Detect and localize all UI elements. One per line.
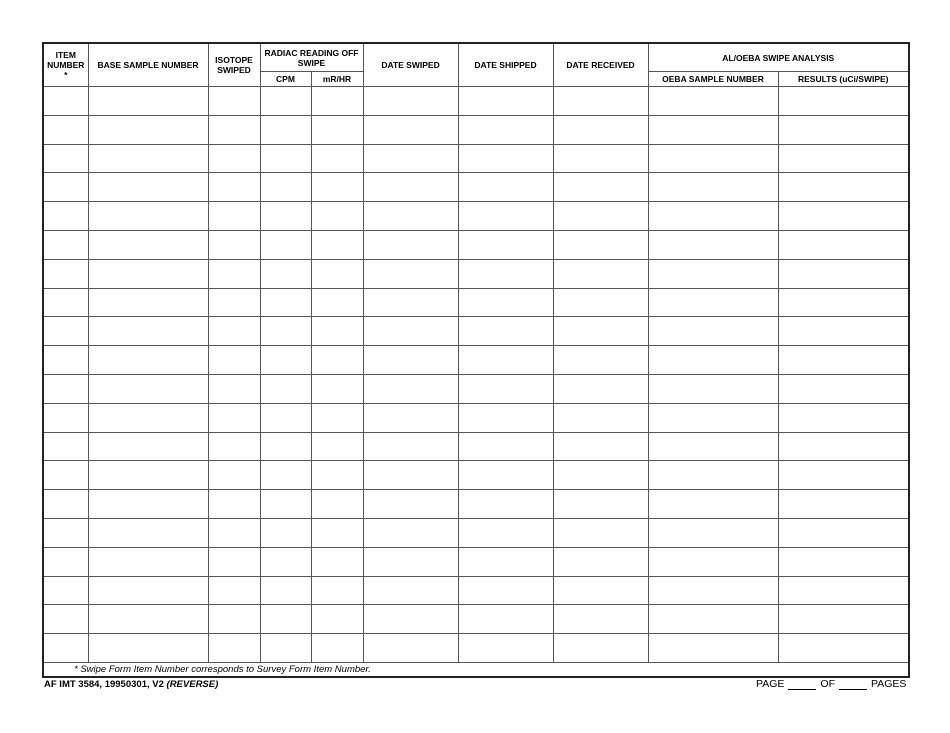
cell-date-swiped[interactable] bbox=[363, 115, 458, 144]
cell-date-swiped[interactable] bbox=[363, 461, 458, 490]
cell-mr-hr[interactable] bbox=[311, 288, 363, 317]
cell-isotope-swiped[interactable] bbox=[208, 346, 260, 375]
cell-date-received[interactable] bbox=[553, 403, 648, 432]
cell-date-received[interactable] bbox=[553, 547, 648, 576]
cell-isotope-swiped[interactable] bbox=[208, 403, 260, 432]
cell-isotope-swiped[interactable] bbox=[208, 461, 260, 490]
cell-cpm[interactable] bbox=[260, 115, 311, 144]
cell-results[interactable] bbox=[778, 432, 909, 461]
cell-oeba-sample-number[interactable] bbox=[648, 461, 778, 490]
cell-mr-hr[interactable] bbox=[311, 432, 363, 461]
cell-oeba-sample-number[interactable] bbox=[648, 518, 778, 547]
cell-date-shipped[interactable] bbox=[458, 461, 553, 490]
cell-isotope-swiped[interactable] bbox=[208, 605, 260, 634]
cell-item-number[interactable] bbox=[43, 634, 88, 663]
cell-oeba-sample-number[interactable] bbox=[648, 432, 778, 461]
table-row bbox=[43, 346, 909, 375]
cell-date-swiped[interactable] bbox=[363, 490, 458, 519]
cell-date-shipped[interactable] bbox=[458, 490, 553, 519]
of-label: OF bbox=[820, 678, 835, 690]
table-row bbox=[43, 576, 909, 605]
table-row bbox=[43, 461, 909, 490]
cell-date-received[interactable] bbox=[553, 634, 648, 663]
cell-date-swiped[interactable] bbox=[363, 346, 458, 375]
cell-date-swiped[interactable] bbox=[363, 403, 458, 432]
cell-cpm[interactable] bbox=[260, 288, 311, 317]
cell-base-sample-number[interactable] bbox=[88, 259, 208, 288]
cell-cpm[interactable] bbox=[260, 432, 311, 461]
cell-item-number[interactable] bbox=[43, 144, 88, 173]
cell-date-received[interactable] bbox=[553, 87, 648, 116]
cell-date-received[interactable] bbox=[553, 230, 648, 259]
cell-results[interactable] bbox=[778, 144, 909, 173]
cell-oeba-sample-number[interactable] bbox=[648, 346, 778, 375]
table-row bbox=[43, 432, 909, 461]
cell-cpm[interactable] bbox=[260, 346, 311, 375]
cell-isotope-swiped[interactable] bbox=[208, 317, 260, 346]
cell-results[interactable] bbox=[778, 576, 909, 605]
cell-date-received[interactable] bbox=[553, 490, 648, 519]
cell-mr-hr[interactable] bbox=[311, 87, 363, 116]
cell-cpm[interactable] bbox=[260, 230, 311, 259]
cell-base-sample-number[interactable] bbox=[88, 144, 208, 173]
cell-isotope-swiped[interactable] bbox=[208, 259, 260, 288]
page-number-field[interactable] bbox=[788, 677, 816, 690]
cell-date-received[interactable] bbox=[553, 461, 648, 490]
cell-date-shipped[interactable] bbox=[458, 403, 553, 432]
cell-cpm[interactable] bbox=[260, 634, 311, 663]
table-row bbox=[43, 490, 909, 519]
table-row bbox=[43, 374, 909, 403]
cell-cpm[interactable] bbox=[260, 173, 311, 202]
cell-cpm[interactable] bbox=[260, 202, 311, 231]
table-row bbox=[43, 202, 909, 231]
header-base-sample-number: BASE SAMPLE NUMBER bbox=[88, 43, 208, 87]
cell-mr-hr[interactable] bbox=[311, 461, 363, 490]
header-item-number: ITEM NUMBER * bbox=[43, 43, 88, 87]
cell-isotope-swiped[interactable] bbox=[208, 518, 260, 547]
cell-mr-hr[interactable] bbox=[311, 173, 363, 202]
cell-date-shipped[interactable] bbox=[458, 202, 553, 231]
table-row bbox=[43, 547, 909, 576]
table-row bbox=[43, 87, 909, 116]
cell-isotope-swiped[interactable] bbox=[208, 374, 260, 403]
cell-oeba-sample-number[interactable] bbox=[648, 547, 778, 576]
cell-mr-hr[interactable] bbox=[311, 634, 363, 663]
cell-cpm[interactable] bbox=[260, 374, 311, 403]
cell-oeba-sample-number[interactable] bbox=[648, 403, 778, 432]
cell-item-number[interactable] bbox=[43, 173, 88, 202]
cell-base-sample-number[interactable] bbox=[88, 202, 208, 231]
cell-oeba-sample-number[interactable] bbox=[648, 374, 778, 403]
cell-date-shipped[interactable] bbox=[458, 317, 553, 346]
cell-results[interactable] bbox=[778, 403, 909, 432]
cell-isotope-swiped[interactable] bbox=[208, 173, 260, 202]
cell-cpm[interactable] bbox=[260, 403, 311, 432]
cell-isotope-swiped[interactable] bbox=[208, 202, 260, 231]
cell-date-swiped[interactable] bbox=[363, 317, 458, 346]
cell-cpm[interactable] bbox=[260, 576, 311, 605]
cell-oeba-sample-number[interactable] bbox=[648, 634, 778, 663]
cell-item-number[interactable] bbox=[43, 259, 88, 288]
cell-results[interactable] bbox=[778, 288, 909, 317]
cell-item-number[interactable] bbox=[43, 403, 88, 432]
cell-item-number[interactable] bbox=[43, 87, 88, 116]
cell-oeba-sample-number[interactable] bbox=[648, 576, 778, 605]
cell-date-swiped[interactable] bbox=[363, 202, 458, 231]
cell-isotope-swiped[interactable] bbox=[208, 115, 260, 144]
cell-date-received[interactable] bbox=[553, 173, 648, 202]
cell-date-swiped[interactable] bbox=[363, 259, 458, 288]
cell-item-number[interactable] bbox=[43, 461, 88, 490]
cell-base-sample-number[interactable] bbox=[88, 461, 208, 490]
cell-date-swiped[interactable] bbox=[363, 432, 458, 461]
cell-mr-hr[interactable] bbox=[311, 490, 363, 519]
cell-oeba-sample-number[interactable] bbox=[648, 87, 778, 116]
cell-item-number[interactable] bbox=[43, 288, 88, 317]
cell-mr-hr[interactable] bbox=[311, 547, 363, 576]
cell-date-shipped[interactable] bbox=[458, 87, 553, 116]
table-row bbox=[43, 230, 909, 259]
cell-isotope-swiped[interactable] bbox=[208, 87, 260, 116]
cell-date-swiped[interactable] bbox=[363, 87, 458, 116]
cell-item-number[interactable] bbox=[43, 115, 88, 144]
cell-base-sample-number[interactable] bbox=[88, 518, 208, 547]
pages-label: PAGES bbox=[871, 678, 907, 690]
cell-date-shipped[interactable] bbox=[458, 547, 553, 576]
cell-date-received[interactable] bbox=[553, 346, 648, 375]
cell-base-sample-number[interactable] bbox=[88, 288, 208, 317]
table-row bbox=[43, 317, 909, 346]
cell-base-sample-number[interactable] bbox=[88, 87, 208, 116]
cell-oeba-sample-number[interactable] bbox=[648, 490, 778, 519]
cell-isotope-swiped[interactable] bbox=[208, 547, 260, 576]
cell-results[interactable] bbox=[778, 346, 909, 375]
cell-date-received[interactable] bbox=[553, 259, 648, 288]
cell-isotope-swiped[interactable] bbox=[208, 230, 260, 259]
header-date-received: DATE RECEIVED bbox=[553, 43, 648, 87]
table-row bbox=[43, 144, 909, 173]
cell-mr-hr[interactable] bbox=[311, 259, 363, 288]
asterisk-mark: * bbox=[64, 70, 68, 80]
cell-mr-hr[interactable] bbox=[311, 346, 363, 375]
total-pages-field[interactable] bbox=[839, 677, 867, 690]
cell-item-number[interactable] bbox=[43, 346, 88, 375]
cell-base-sample-number[interactable] bbox=[88, 317, 208, 346]
table-row bbox=[43, 605, 909, 634]
table-row bbox=[43, 288, 909, 317]
page-numbering bbox=[756, 677, 906, 690]
cell-base-sample-number[interactable] bbox=[88, 490, 208, 519]
cell-oeba-sample-number[interactable] bbox=[648, 173, 778, 202]
cell-item-number[interactable] bbox=[43, 317, 88, 346]
cell-date-shipped[interactable] bbox=[458, 230, 553, 259]
cell-results[interactable] bbox=[778, 259, 909, 288]
cell-base-sample-number[interactable] bbox=[88, 547, 208, 576]
cell-mr-hr[interactable] bbox=[311, 576, 363, 605]
cell-date-shipped[interactable] bbox=[458, 144, 553, 173]
cell-item-number[interactable] bbox=[43, 432, 88, 461]
cell-results[interactable] bbox=[778, 374, 909, 403]
cell-mr-hr[interactable] bbox=[311, 230, 363, 259]
cell-oeba-sample-number[interactable] bbox=[648, 288, 778, 317]
cell-date-swiped[interactable] bbox=[363, 288, 458, 317]
header-cpm: CPM bbox=[260, 72, 311, 87]
cell-date-shipped[interactable] bbox=[458, 288, 553, 317]
table-row bbox=[43, 634, 909, 663]
cell-base-sample-number[interactable] bbox=[88, 634, 208, 663]
form-side: (REVERSE) bbox=[166, 679, 219, 690]
cell-mr-hr[interactable] bbox=[311, 403, 363, 432]
cell-date-swiped[interactable] bbox=[363, 605, 458, 634]
cell-date-received[interactable] bbox=[553, 317, 648, 346]
header-results: RESULTS (uCi/SWIPE) bbox=[778, 72, 909, 87]
footnote: * Swipe Form Item Number corresponds to Survey Form Item Number. bbox=[43, 662, 909, 677]
cell-results[interactable] bbox=[778, 230, 909, 259]
cell-base-sample-number[interactable] bbox=[88, 432, 208, 461]
header-date-shipped: DATE SHIPPED bbox=[458, 43, 553, 87]
cell-cpm[interactable] bbox=[260, 605, 311, 634]
cell-base-sample-number[interactable] bbox=[88, 576, 208, 605]
cell-date-received[interactable] bbox=[553, 432, 648, 461]
cell-date-shipped[interactable] bbox=[458, 518, 553, 547]
cell-results[interactable] bbox=[778, 461, 909, 490]
cell-item-number[interactable] bbox=[43, 202, 88, 231]
table-row bbox=[43, 115, 909, 144]
cell-oeba-sample-number[interactable] bbox=[648, 605, 778, 634]
cell-item-number[interactable] bbox=[43, 518, 88, 547]
cell-date-swiped[interactable] bbox=[363, 374, 458, 403]
cell-isotope-swiped[interactable] bbox=[208, 144, 260, 173]
cell-results[interactable] bbox=[778, 490, 909, 519]
cell-results[interactable] bbox=[778, 317, 909, 346]
cell-isotope-swiped[interactable] bbox=[208, 432, 260, 461]
cell-date-received[interactable] bbox=[553, 518, 648, 547]
cell-item-number[interactable] bbox=[43, 490, 88, 519]
table-row bbox=[43, 259, 909, 288]
cell-date-shipped[interactable] bbox=[458, 374, 553, 403]
form-identifier: AF IMT 3584, 19950301, V2 (REVERSE) bbox=[44, 679, 219, 690]
cell-cpm[interactable] bbox=[260, 144, 311, 173]
cell-cpm[interactable] bbox=[260, 547, 311, 576]
cell-date-shipped[interactable] bbox=[458, 115, 553, 144]
cell-results[interactable] bbox=[778, 202, 909, 231]
cell-item-number[interactable] bbox=[43, 374, 88, 403]
cell-isotope-swiped[interactable] bbox=[208, 490, 260, 519]
cell-mr-hr[interactable] bbox=[311, 374, 363, 403]
cell-mr-hr[interactable] bbox=[311, 144, 363, 173]
cell-results[interactable] bbox=[778, 518, 909, 547]
cell-results[interactable] bbox=[778, 173, 909, 202]
cell-results[interactable] bbox=[778, 605, 909, 634]
cell-item-number[interactable] bbox=[43, 230, 88, 259]
form-body bbox=[43, 87, 909, 663]
cell-date-received[interactable] bbox=[553, 576, 648, 605]
cell-date-received[interactable] bbox=[553, 115, 648, 144]
cell-base-sample-number[interactable] bbox=[88, 173, 208, 202]
cell-mr-hr[interactable] bbox=[311, 202, 363, 231]
cell-date-received[interactable] bbox=[553, 288, 648, 317]
cell-cpm[interactable] bbox=[260, 317, 311, 346]
cell-date-received[interactable] bbox=[553, 605, 648, 634]
cell-isotope-swiped[interactable] bbox=[208, 576, 260, 605]
cell-cpm[interactable] bbox=[260, 87, 311, 116]
cell-base-sample-number[interactable] bbox=[88, 346, 208, 375]
header-al-oeba-swipe-analysis: AL/OEBA SWIPE ANALYSIS bbox=[648, 43, 909, 72]
cell-date-swiped[interactable] bbox=[363, 634, 458, 663]
cell-base-sample-number[interactable] bbox=[88, 605, 208, 634]
header-date-swiped: DATE SWIPED bbox=[363, 43, 458, 87]
cell-base-sample-number[interactable] bbox=[88, 230, 208, 259]
cell-mr-hr[interactable] bbox=[311, 115, 363, 144]
cell-oeba-sample-number[interactable] bbox=[648, 317, 778, 346]
cell-cpm[interactable] bbox=[260, 490, 311, 519]
cell-mr-hr[interactable] bbox=[311, 605, 363, 634]
header-radiac-reading: RADIAC READING OFF SWIPE bbox=[260, 43, 363, 72]
cell-date-shipped[interactable] bbox=[458, 634, 553, 663]
cell-date-swiped[interactable] bbox=[363, 144, 458, 173]
table-row bbox=[43, 173, 909, 202]
cell-base-sample-number[interactable] bbox=[88, 115, 208, 144]
cell-date-shipped[interactable] bbox=[458, 432, 553, 461]
cell-isotope-swiped[interactable] bbox=[208, 634, 260, 663]
cell-base-sample-number[interactable] bbox=[88, 403, 208, 432]
header-mr-hr: mR/HR bbox=[311, 72, 363, 87]
cell-date-swiped[interactable] bbox=[363, 173, 458, 202]
table-row bbox=[43, 518, 909, 547]
header-isotope-swiped: ISOTOPE SWIPED bbox=[208, 43, 260, 87]
cell-item-number[interactable] bbox=[43, 547, 88, 576]
cell-mr-hr[interactable] bbox=[311, 518, 363, 547]
cell-base-sample-number[interactable] bbox=[88, 374, 208, 403]
cell-date-swiped[interactable] bbox=[363, 230, 458, 259]
cell-date-shipped[interactable] bbox=[458, 605, 553, 634]
cell-date-shipped[interactable] bbox=[458, 346, 553, 375]
cell-oeba-sample-number[interactable] bbox=[648, 202, 778, 231]
cell-date-swiped[interactable] bbox=[363, 576, 458, 605]
cell-cpm[interactable] bbox=[260, 259, 311, 288]
cell-date-received[interactable] bbox=[553, 374, 648, 403]
cell-date-swiped[interactable] bbox=[363, 547, 458, 576]
cell-date-shipped[interactable] bbox=[458, 259, 553, 288]
swipe-analysis-form-table bbox=[42, 42, 910, 678]
cell-date-shipped[interactable] bbox=[458, 576, 553, 605]
cell-results[interactable] bbox=[778, 634, 909, 663]
cell-date-shipped[interactable] bbox=[458, 173, 553, 202]
cell-cpm[interactable] bbox=[260, 518, 311, 547]
table-row bbox=[43, 403, 909, 432]
cell-date-received[interactable] bbox=[553, 144, 648, 173]
header-oeba-sample-number: OEBA SAMPLE NUMBER bbox=[648, 72, 778, 87]
cell-item-number[interactable] bbox=[43, 576, 88, 605]
cell-results[interactable] bbox=[778, 115, 909, 144]
cell-mr-hr[interactable] bbox=[311, 317, 363, 346]
cell-oeba-sample-number[interactable] bbox=[648, 259, 778, 288]
cell-oeba-sample-number[interactable] bbox=[648, 144, 778, 173]
cell-cpm[interactable] bbox=[260, 461, 311, 490]
cell-results[interactable] bbox=[778, 87, 909, 116]
cell-isotope-swiped[interactable] bbox=[208, 288, 260, 317]
cell-date-swiped[interactable] bbox=[363, 518, 458, 547]
cell-results[interactable] bbox=[778, 547, 909, 576]
cell-item-number[interactable] bbox=[43, 605, 88, 634]
cell-oeba-sample-number[interactable] bbox=[648, 115, 778, 144]
page-label: PAGE bbox=[756, 678, 785, 690]
cell-oeba-sample-number[interactable] bbox=[648, 230, 778, 259]
cell-date-received[interactable] bbox=[553, 202, 648, 231]
